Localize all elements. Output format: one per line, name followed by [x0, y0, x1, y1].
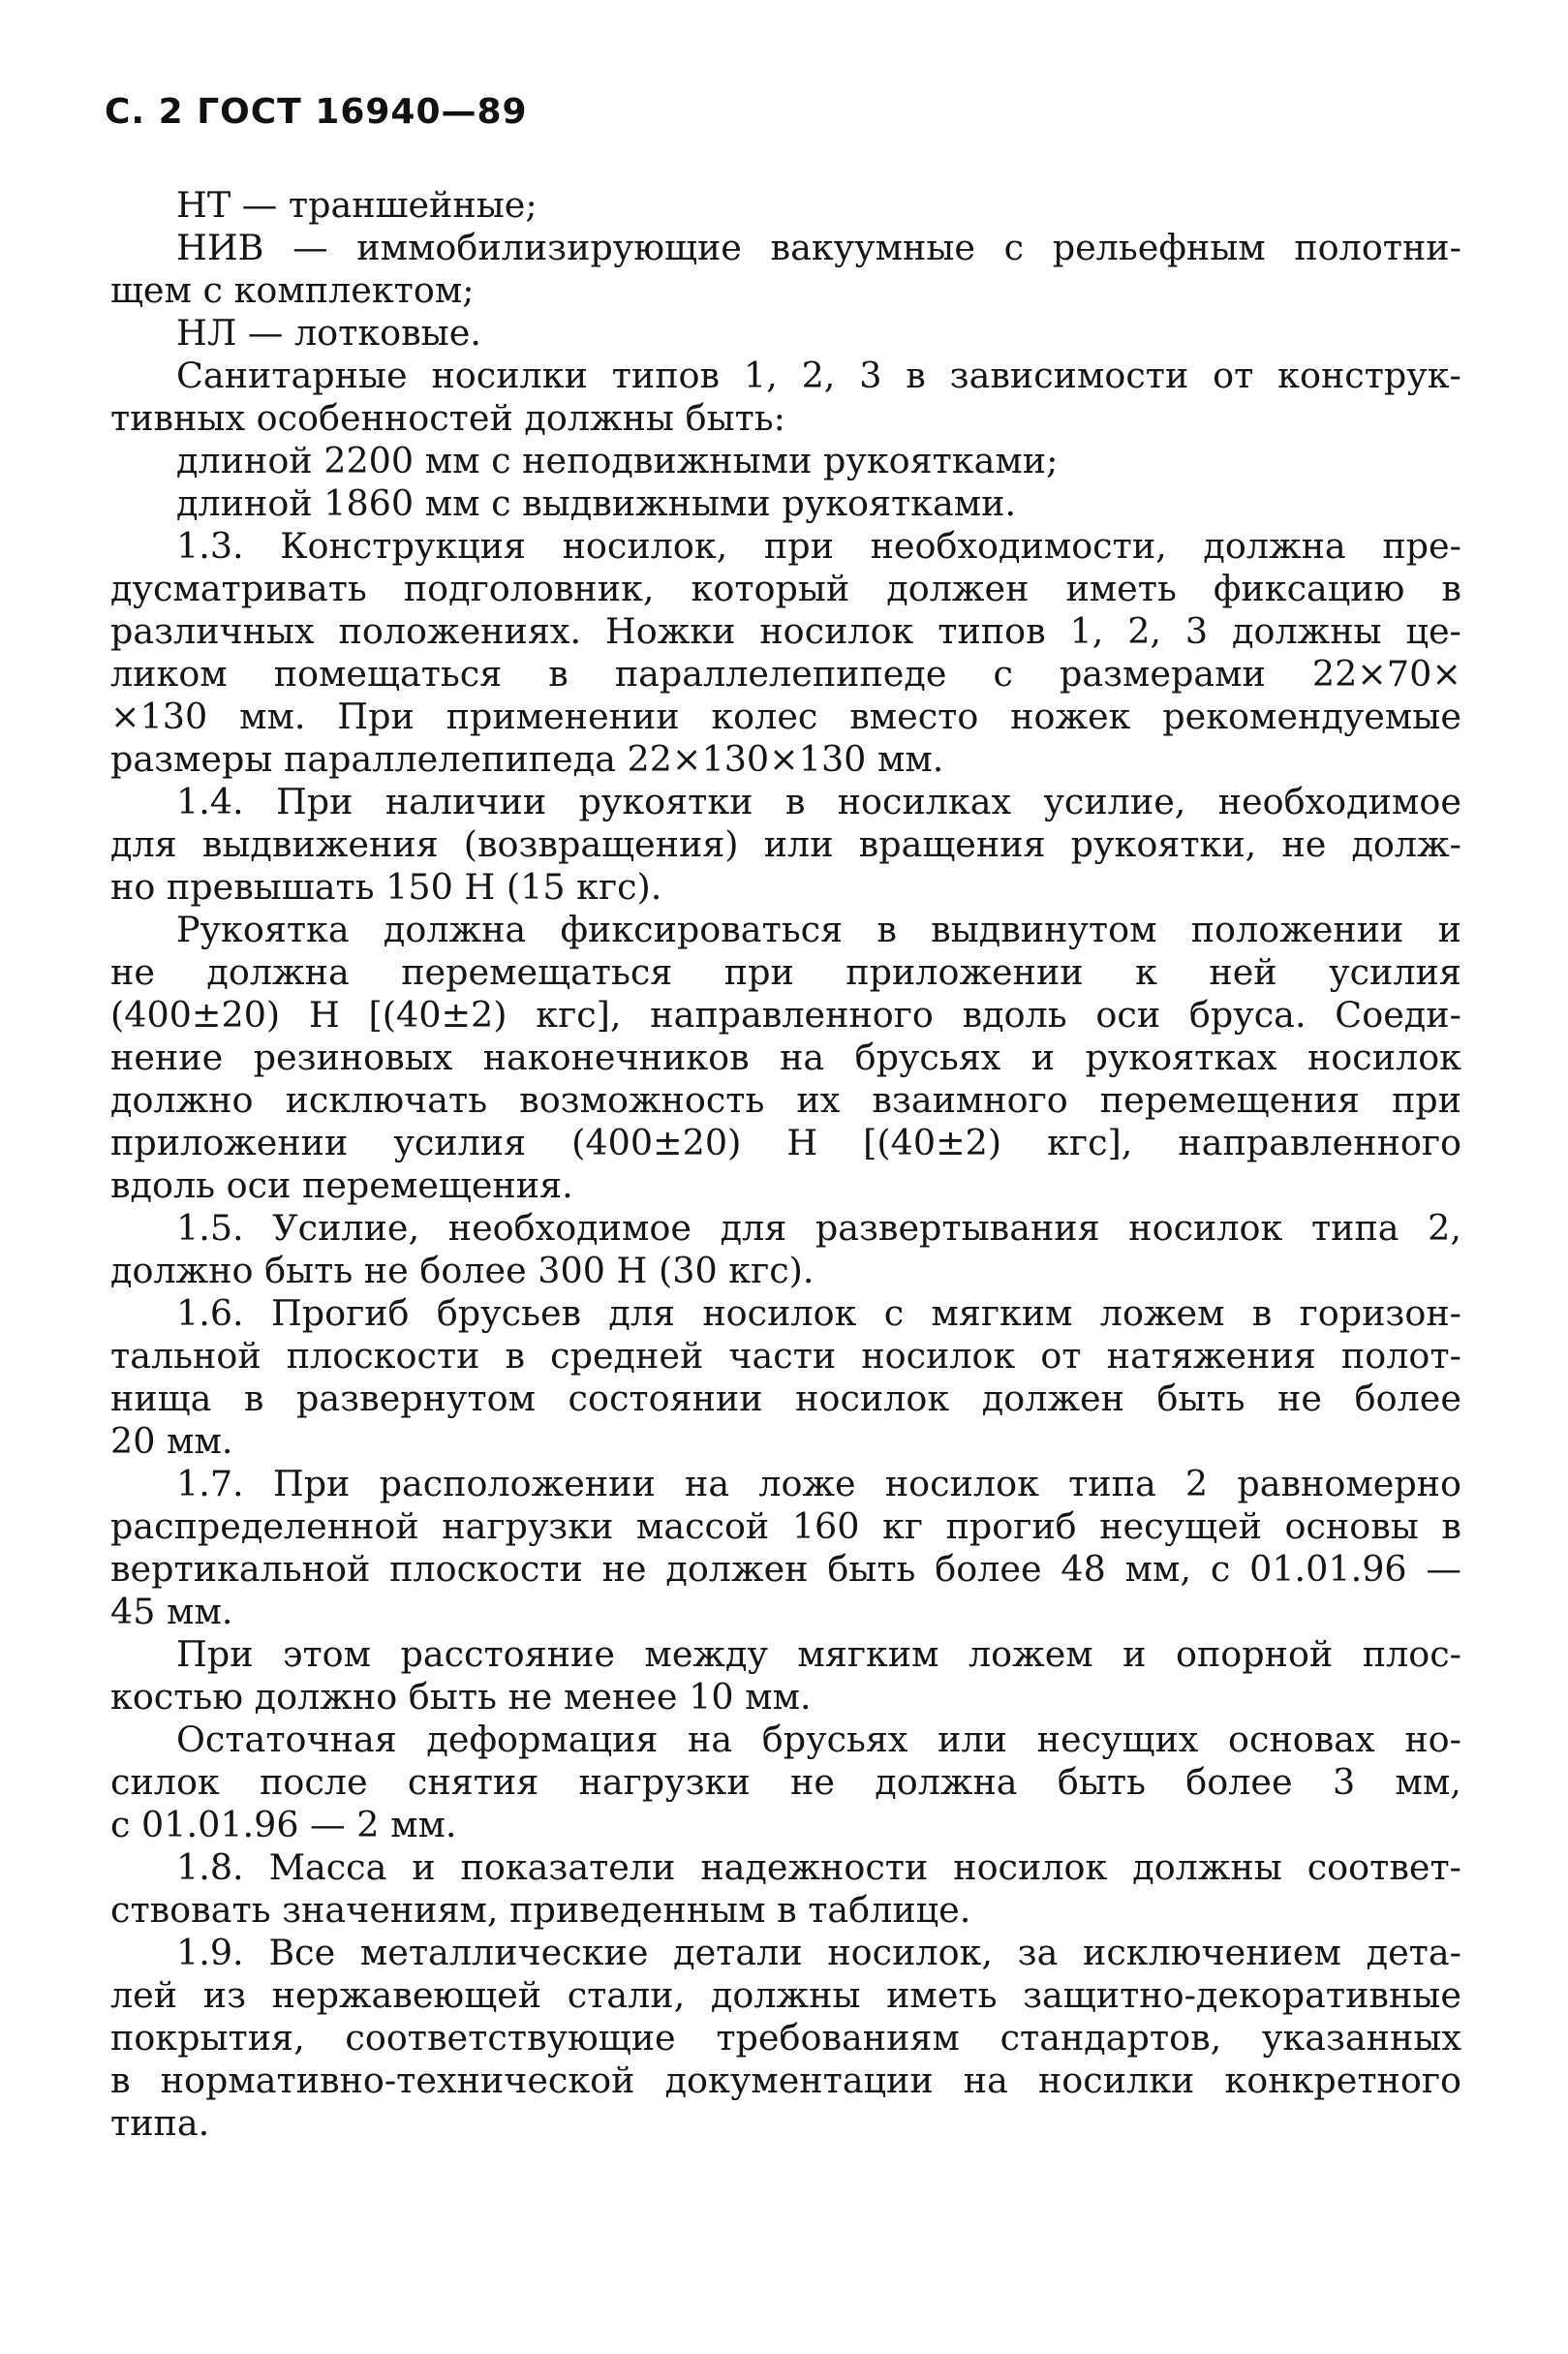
text-line: нение резиновых наконечников на брусьях и рукоятках носилок	[110, 1037, 1461, 1078]
text-line: различных положениях. Ножки носилок типов 1, 2, 3 должны це-	[110, 610, 1461, 652]
text-line: силок после снятия нагрузки не должна быть более 3 мм,	[110, 1761, 1461, 1803]
text-line: 1.4. При наличии рукоятки в носилках усилие, необходимое	[176, 781, 1461, 822]
text-line: приложении усилия (400±20) Н [(40±2) кгс], направленного	[110, 1122, 1461, 1163]
text-line: распределенной нагрузки массой 160 кг прогиб несущей основы в	[110, 1505, 1461, 1547]
text-line: 1.9. Все металлические детали носилок, за исключением дета-	[176, 1932, 1461, 1973]
text-line: 1.7. При расположении на ложе носилок типа 2 равномерно	[176, 1463, 1461, 1504]
text-line: 1.8. Масса и показатели надежности носилок должны соответ-	[176, 1846, 1461, 1888]
text-line: размеры параллелепипеда 22×130×130 мм.	[110, 738, 944, 780]
text-line: с 01.01.96 — 2 мм.	[110, 1804, 457, 1845]
text-line: 20 мм.	[110, 1420, 233, 1462]
text-line: в нормативно-технической документации на носилки конкретного	[110, 2060, 1461, 2101]
text-line: Рукоятка должна фиксироваться в выдвинутом положении и	[176, 909, 1461, 950]
text-line: При этом расстояние между мягким ложем и опорной плос-	[176, 1633, 1461, 1675]
text-line: для выдвижения (возвращения) или вращения рукоятки, не долж-	[110, 823, 1461, 865]
page-header: С. 2 ГОСТ 16940—89	[105, 92, 528, 132]
body-text	[110, 184, 1461, 2145]
text-line: 1.5. Усилие, необходимое для развертывания носилок типа 2,	[176, 1207, 1461, 1249]
text-line: типа.	[110, 2102, 210, 2144]
text-line: ×130 мм. При применении колес вместо ножек рекомендуемые	[110, 696, 1461, 737]
text-line: вертикальной плоскости не должен быть более 48 мм, с 01.01.96 —	[110, 1548, 1461, 1590]
text-line: тивных особенностей должны быть:	[110, 397, 785, 439]
text-line: тальной плоскости в средней части носилок от натяжения полот-	[110, 1335, 1461, 1377]
text-line: нища в развернутом состоянии носилок должен быть не более	[110, 1378, 1461, 1419]
text-line: НИВ — иммобилизирующие вакуумные с рельефным полотни-	[176, 227, 1461, 268]
text-line: 1.6. Прогиб брусьев для носилок с мягким ложем в горизон-	[176, 1292, 1461, 1334]
text-line: должно исключать возможность их взаимного перемещения при	[110, 1079, 1461, 1121]
text-line: дусматривать подголовник, который должен иметь фиксацию в	[110, 568, 1461, 609]
text-line: Санитарные носилки типов 1, 2, 3 в зависимости от конструк-	[176, 355, 1461, 396]
text-line: ствовать значениям, приведенным в таблице.	[110, 1889, 971, 1931]
text-line: НЛ — лотковые.	[176, 312, 481, 354]
text-line: длиной 1860 мм с выдвижными рукоятками.	[176, 482, 1017, 524]
text-line: не должна перемещаться при приложении к ней усилия	[110, 951, 1461, 993]
text-line: ликом помещаться в параллелепипеде с размерами 22×70×	[110, 653, 1461, 695]
text-line: 1.3. Конструкция носилок, при необходимости, должна пре-	[176, 525, 1461, 567]
text-line: длиной 2200 мм с неподвижными рукоятками;	[176, 440, 1059, 481]
text-line: (400±20) Н [(40±2) кгс], направленного вдоль оси бруса. Соеди-	[110, 994, 1461, 1036]
text-line: Остаточная деформация на брусьях или несущих основах но-	[176, 1719, 1461, 1760]
text-line: щем с комплектом;	[110, 269, 475, 311]
text-line: НТ — траншейные;	[176, 184, 538, 226]
text-line: лей из нержавеющей стали, должны иметь защитно-декоративные	[110, 1974, 1461, 2016]
text-line: покрытия, соответствующие требованиям стандартов, указанных	[110, 2017, 1461, 2059]
text-line: но превышать 150 Н (15 кгс).	[110, 866, 662, 908]
text-line: вдоль оси перемещения.	[110, 1164, 573, 1206]
text-line: 45 мм.	[110, 1591, 233, 1632]
text-line: должно быть не более 300 Н (30 кгс).	[110, 1250, 815, 1291]
text-line: костью должно быть не менее 10 мм.	[110, 1676, 812, 1718]
